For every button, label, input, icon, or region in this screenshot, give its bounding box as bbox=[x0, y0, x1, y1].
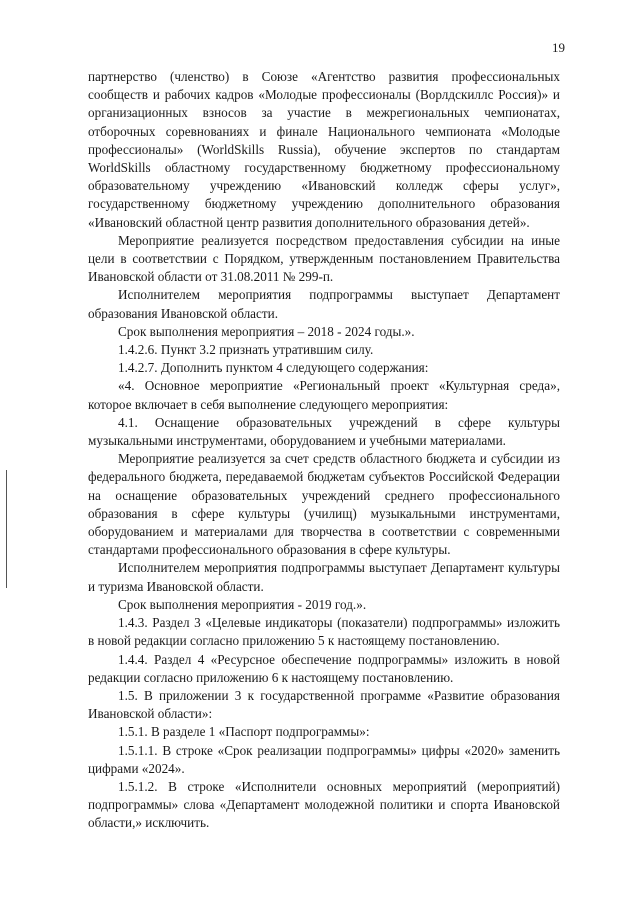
paragraph: 4.1. Оснащение образовательных учреждений в сфере культуры музыкальными инструментами, оборудованием и учебными материалами. bbox=[88, 414, 560, 449]
paragraph: 1.4.2.6. Пункт 3.2 признать утратившим силу. bbox=[118, 342, 374, 358]
paragraph: 1.5.1. В разделе 1 «Паспорт подпрограммы»: bbox=[118, 724, 370, 740]
paragraph: Срок выполнения мероприятия – 2018 - 2024 годы.». bbox=[118, 323, 415, 339]
paragraph: партнерство (членство) в Союзе «Агентство развития профессиональных сообществ и рабочих кадров «Молодые профессионалы (Ворлдскиллс Россия)» и организационных взносов за участие в межрегиональных чемпионатах, отборочных соревнованиях и финале Национального чемпионата «Молодые профессионалы» (WorldSkills Russia), обучение экспертов по стандартам WorldSkills областному государственному бюджетному профессиональному образовательному учреждению «Ивановский колледж сферы услуг», государственному бюджетному учреждению дополнительного образования «Ивановский областной центр развития дополнительного образования детей». bbox=[88, 69, 560, 230]
paragraph: 1.4.2.7. Дополнить пунктом 4 следующего содержания: bbox=[118, 360, 429, 376]
paragraph: Мероприятие реализуется за счет средств областного бюджета и субсидии из федерального бюджета, передаваемой бюджетам субъектов Российской Федерации на оснащение образовательных учреждений среднего профессионального образования в сфере культуры (училищ) музыкальными инструментами, оборудованием и материалами для творчества в соответствии с современными стандартами профессионального образования в сфере культуры. bbox=[88, 451, 560, 558]
margin-mark bbox=[6, 470, 7, 588]
paragraph: 1.5.1.2. В строке «Исполнители основных мероприятий (мероприятий) подпрограммы» слова «Департамент молодежной политики и спорта Ивановской области,» исключить. bbox=[88, 778, 560, 831]
document-body bbox=[88, 68, 560, 833]
paragraph: 1.5.1.1. В строке «Срок реализации подпрограммы» цифры «2020» заменить цифрами «2024». bbox=[88, 742, 560, 776]
paragraph: «4. Основное мероприятие «Региональный проект «Культурная среда», которое включает в себя выполнение следующего мероприятия: bbox=[88, 378, 560, 412]
paragraph: 1.4.3. Раздел 3 «Целевые индикаторы (показатели) подпрограммы» изложить в новой редакции согласно приложению 5 к настоящему постановлению. bbox=[88, 615, 560, 649]
paragraph: Срок выполнения мероприятия - 2019 год.». bbox=[118, 596, 367, 612]
paragraph: Исполнителем мероприятия подпрограммы выступает Департамент образования Ивановской области. bbox=[88, 287, 560, 321]
page-number: 19 bbox=[552, 40, 565, 55]
paragraph: Исполнителем мероприятия подпрограммы выступает Департамент культуры и туризма Ивановской области. bbox=[88, 560, 560, 594]
paragraph: 1.4.4. Раздел 4 «Ресурсное обеспечение подпрограммы» изложить в новой редакции согласно приложению 6 к настоящему постановлению. bbox=[88, 651, 560, 685]
paragraph: Мероприятие реализуется посредством предоставления субсидии на иные цели в соответствии с Порядком, утвержденным постановлением Правительства Ивановской области от 31.08.2011 № 299-п. bbox=[88, 232, 560, 285]
paragraph: 1.5. В приложении 3 к государственной программе «Развитие образования Ивановской области»: bbox=[88, 687, 560, 722]
